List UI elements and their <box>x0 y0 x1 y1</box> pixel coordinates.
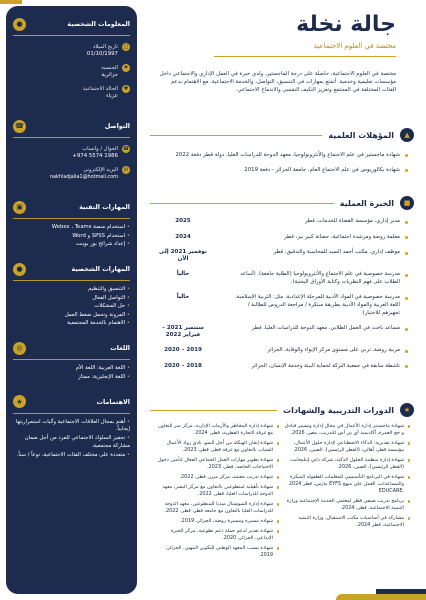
experience-item <box>156 218 408 226</box>
calendar-icon: □ <box>123 44 129 50</box>
contact-header <box>13 118 130 134</box>
experience-item <box>156 325 408 339</box>
course-item: مشاركة في أساسيات مكتب الاستقبال، وزارة التنمية الاجتماعية، قطر 2024. <box>285 515 410 529</box>
email-row <box>13 164 130 185</box>
courses-header <box>150 403 414 417</box>
list-item: • تحفيز السلوك الاجتماعي للفرد من أجل ضمان مشاركة مجتمعية. <box>13 435 130 449</box>
personal-skills-list <box>13 286 130 326</box>
courses-columns <box>154 423 410 562</box>
people-icon: ● <box>13 263 26 276</box>
dob-value: 01/10/1997 <box>86 51 118 57</box>
main-content <box>143 0 420 600</box>
list-item: • اللغة العربية: اللغة الأم <box>13 365 130 371</box>
experience-text: مدير إداري، مؤسسة القضاة للخدمات، قطر <box>228 218 408 226</box>
personal-info-title: المعلومات الشخصية <box>67 20 130 28</box>
certificate-icon: ★ <box>400 403 414 417</box>
languages-title: اللغات <box>110 344 130 352</box>
laptop-icon: ▣ <box>13 201 26 214</box>
interests-header <box>13 394 130 410</box>
list-item: • متعددة على مختلف الفئات الاجتماعية، نوعاً / سناً. <box>13 452 130 459</box>
list-item: • اللغة الإنجليزية: ممتاز <box>13 374 130 380</box>
list-item: • استخدام منصة Webex ، Teams <box>13 224 130 230</box>
divider <box>13 218 130 219</box>
courses-column-left <box>154 423 279 562</box>
nationality-row <box>13 62 130 83</box>
dob-row <box>13 41 130 62</box>
contact-title: التواصل <box>104 122 130 130</box>
briefcase-icon: ■ <box>400 196 414 210</box>
experience-text: مربية روضة، تربي على مستوى مركز الإيواء والوقاية، الجزائر <box>228 347 408 355</box>
interests-title: الاهتمامات <box>96 397 130 406</box>
course-item: شهادة إدارة منظمة الحلول الذكية، شركة ذاتي إنتليجانت، (القطر الرئيسي)، الصين، 2026. <box>285 457 410 471</box>
experience-text: ناشطة سابقة في جمعية البركة لحماية البيئة وخدمة الإنسان، الجزائر <box>228 363 408 371</box>
list-item: • التنسيق والتنظيم <box>13 286 130 292</box>
interests-list <box>13 419 130 460</box>
experience-text: مدرسة خصوصية في المواد الأدبية للمرحلة الإعدادية، مثل: التربية الإسلامية، اللغة العربية والمواد الأدبية بطريقة مبتكرة / مراجعة الدروس للطالبة / تجهيزهم للاختبار). <box>228 294 408 317</box>
tech-skills-title: المهارات التقنية <box>79 203 130 211</box>
experience-text: مدرسة خصوصية في علم الاجتماع والأنثروبولوجيا (الطلبة جامعة). (أساعد الطلاب على فهم النظريات وكتابة الأوراق البحثية). <box>228 271 408 286</box>
experience-date: نوفمبر 2021 إلى الآن <box>159 249 207 263</box>
phone-row <box>13 143 130 164</box>
experience-header <box>150 196 414 210</box>
marital-label: الحالة الاجتماعية <box>82 86 118 92</box>
list-item: • أهتم بمجال العلاقات الاجتماعية وآليات استمراريتها إيجابياً. <box>13 419 130 433</box>
education-item: شهادة ماجستير في علم الاجتماع والأنثروبولوجيا، معهد الدوحة للدراسات العليا، دولة قطر دفعة 2022 <box>156 151 408 159</box>
divider <box>13 137 130 138</box>
course-item: شهادة تدريب معتمد، مركز ميزر، قطر، 2022. <box>154 474 279 481</box>
phone-icon: ☎ <box>13 120 26 133</box>
list-item: • الاهتمام بالخدمة المجتمعية <box>13 320 130 326</box>
phone-label: الجوال / واتساب <box>82 146 118 152</box>
education-item: شهادة بكالوريوس في علم الاجتماع العام، جامعة الجزائر - دفعة 2019 <box>156 166 408 174</box>
experience-text: مساعد باحث في العمل الطلابي، معهد الدوحة للدراسات العليا، قطر <box>228 325 408 333</box>
divider <box>13 413 130 414</box>
list-item: • حل المشكلات <box>13 303 130 309</box>
list-item: • التواصل الفعال <box>13 295 130 301</box>
course-item: برنامج تدريب صيفي قطر لمعلمي الخدمة الإجتماعية وزارة التنمية الاجتماعية، قطر، 2024. <box>285 498 410 512</box>
personal-info-header <box>13 16 130 32</box>
star-icon: ★ <box>13 395 26 408</box>
course-item: شهادة إدارة السوشيال ميديا للمتطوعين، معهد الدوحة للدراسات العليا بالتعاون مع جامعة قطر، قطر، 2022. <box>154 501 279 515</box>
gold-accent-top <box>0 0 22 4</box>
experience-date: 2018 – 2020 <box>164 362 202 369</box>
tech-skills-list <box>13 224 130 247</box>
course-item: شهادة ماجستير إدارة الأعمال في مجال إدارة وتسيير فنادق و حج العمرة، أكاديمية أي بي أس للتدريب، مصر، 2026. <box>285 423 410 437</box>
experience-date: حالياً <box>176 271 190 278</box>
education-header <box>150 128 414 142</box>
course-item: شهادة مسيرة ومسيرة روضة، الجزائر، 2019. <box>154 518 279 525</box>
experience-item <box>156 249 408 263</box>
experience-date: 2019 – 2020 <box>164 347 202 354</box>
course-item: شهادة إتقان الهيكلة من أجل النمو، نادي رواد الأعمال الشباب بالتعاون مع غرفة قطر، قطر، 2023. <box>154 440 279 454</box>
personal-skills-title: المهارات الشخصية <box>71 265 130 273</box>
nationality-label: الجنسية <box>101 65 118 71</box>
graduation-cap-icon: ▲ <box>400 128 414 142</box>
whatsapp-icon: ☎ <box>122 146 130 152</box>
experience-date: حالياً <box>176 294 190 301</box>
list-item: • استخدام SPSS و Word <box>13 233 130 239</box>
personal-skills-header <box>13 261 130 277</box>
experience-date: 2024 <box>175 233 191 240</box>
phone-value[interactable]: +974 5574 1986 <box>72 153 118 159</box>
flag-icon: ⚑ <box>123 65 129 71</box>
nationality-value: جزائرية <box>101 72 118 78</box>
list-item: • إعداد شرائح بور بوينت <box>13 241 130 247</box>
section-rule <box>150 410 277 411</box>
experience-item <box>156 294 408 317</box>
experience-item <box>156 363 408 371</box>
course-item: شهادة بسبب المعهد الوطني للتكوين المهني، الجزائر، 2019. <box>154 545 279 559</box>
section-rule <box>150 135 322 136</box>
courses-column-right <box>285 423 410 562</box>
heart-icon: ♥ <box>123 86 129 92</box>
experience-item <box>156 347 408 355</box>
course-item: شهادة إدارة المخاطر والأزمات الإدارية، مركز سر للتعاون مع غرفة التجارة القطرية، قطر، 2024. <box>154 423 279 437</box>
education-list <box>156 148 408 181</box>
course-item: شهادة في البرنامج التأسيسي للمعلمات للطفولة المبكرة والمساعدات، العمل على منهج EYFS مارس، قطر 2024 .EDUCARE <box>285 474 410 495</box>
languages-list <box>13 365 130 380</box>
marital-row <box>13 83 130 104</box>
divider <box>13 280 130 281</box>
experience-date: 2025 <box>175 218 191 224</box>
experience-text: معلمة روضة ومرشدة اجتماعية، حضانة كبير بير، قطر <box>228 234 408 242</box>
experience-item <box>156 234 408 242</box>
languages-header <box>13 340 130 356</box>
course-item: شهادة تطوير مهارات العمل الجماعي الفعال لتأمين دخول الاحتياجات الخاصة، قطر، 2023. <box>154 457 279 471</box>
email-value[interactable]: nakhladjalla1@hotmail.com <box>49 174 118 180</box>
divider <box>13 359 130 360</box>
education-title: المؤهلات العلمية <box>328 130 394 140</box>
experience-title: الخبرة العملية <box>339 198 394 208</box>
dob-label: تاريخ الميلاد <box>93 44 118 50</box>
job-title: مختصة في العلوم الاجتماعية <box>313 42 396 50</box>
experience-list <box>156 218 408 378</box>
course-item: شهادة تأهيلية لمتطوعين بالتعاون مع مركز البشر، معهد الدوحة للدراسات العليا، قطر، 2022. <box>154 484 279 498</box>
person-name: جالة نخلة <box>296 12 396 37</box>
section-rule <box>150 203 334 204</box>
header-divider <box>214 56 396 57</box>
marital-value: عزباء <box>106 93 118 99</box>
sidebar <box>6 6 137 594</box>
email-label: البريد الإلكتروني <box>83 167 118 173</box>
courses-title: الدورات التدريبية والشهادات <box>283 405 394 415</box>
divider <box>13 35 130 36</box>
course-item: شهادة تقدير لدعم حملة دعم تطوعية، مركز الخبرة الإبداعي، الجزائر، 2020. <box>154 528 279 542</box>
profile-summary: مختصة في العلوم الاجتماعية، حاصلة على درجة الماجستير، ولدي خبرة في العمل الإداري والاجتماعي داخل مؤسسات تعليمية وخدمية. أتمتع بمهارات في التنسيق، التواصل، والخدمة الاجتماعية، مع الاهتمام بدعم الفئات المختلفة في المجتمع وتعزيز التكيف النفسي والاندماج الاجتماعي. <box>159 71 396 94</box>
list-item: • المرونة وتحمل ضغط العمل <box>13 312 130 318</box>
experience-date: سبتمبر 2021 – فبراير 2022 <box>162 325 204 339</box>
user-icon: ● <box>13 18 26 31</box>
experience-item <box>156 271 408 286</box>
globe-icon: ◎ <box>13 342 26 355</box>
experience-text: موظف إداري، مكتب أحمد السيد للمحاسبة والتدقيق، قطر <box>228 249 408 257</box>
course-item: شهادة تقديرية: الذكاء الاصطناعي لإدارة حلول الأعمال، مؤسسة قطر، أهالي، (القطر الرئيسي)، الصين، 2026. <box>285 440 410 454</box>
mail-icon: ✉ <box>123 167 129 173</box>
tech-skills-header <box>13 199 130 215</box>
